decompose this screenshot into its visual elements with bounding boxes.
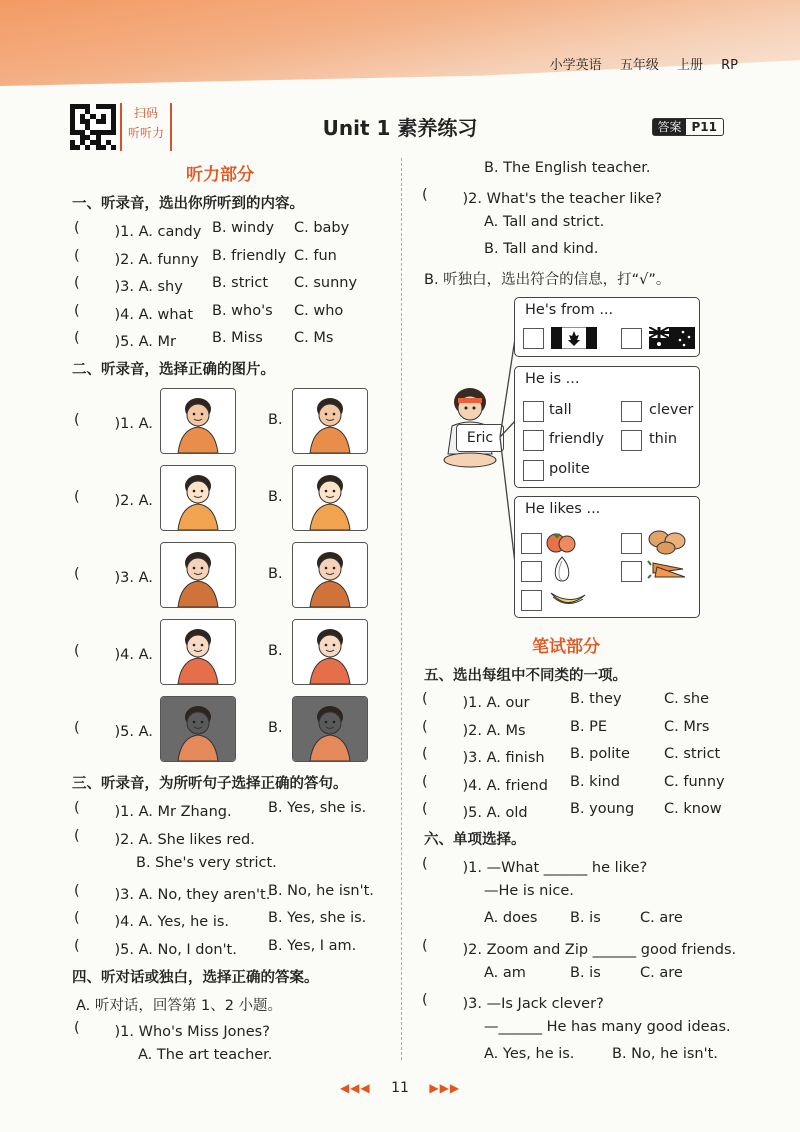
paren: ( bbox=[422, 992, 428, 1008]
s1-option-a[interactable]: )4. A. what bbox=[100, 306, 194, 323]
s2-option-b-label: B. bbox=[268, 566, 283, 582]
trait-polite: polite bbox=[549, 461, 590, 477]
s5-option-b[interactable]: B. they bbox=[570, 691, 622, 707]
grade: 五年级 bbox=[619, 58, 659, 73]
s5-option-a[interactable]: )2. A. Ms bbox=[448, 722, 526, 739]
canada-flag-icon bbox=[551, 327, 597, 349]
s2-option-a-label: )5. A. bbox=[100, 724, 153, 740]
checkbox-banana[interactable] bbox=[521, 590, 542, 611]
s5-option-a[interactable]: )1. A. our bbox=[448, 695, 530, 711]
checkbox-polite[interactable] bbox=[523, 460, 544, 481]
checkbox-tomato[interactable] bbox=[521, 533, 542, 554]
s2-picture-2-b[interactable] bbox=[292, 465, 368, 531]
answer-label: 答案 bbox=[653, 119, 685, 135]
s1-option-b[interactable]: B. windy bbox=[212, 220, 275, 236]
paren: ( bbox=[74, 489, 80, 505]
from-box bbox=[514, 297, 700, 357]
s2-option-a-label: )4. A. bbox=[100, 647, 153, 663]
paren: ( bbox=[74, 937, 80, 954]
is-label: He is ... bbox=[525, 371, 580, 387]
section1-heading: 一、听录音，选出你所听到的内容。 bbox=[72, 196, 304, 212]
s5-option-b[interactable]: B. young bbox=[570, 801, 635, 817]
s3-option-a[interactable]: )2. A. She likes red. bbox=[100, 831, 255, 848]
section4-partA: A. 听对话，回答第 1、2 小题。 bbox=[76, 998, 283, 1014]
checkbox-carrot[interactable] bbox=[621, 561, 642, 582]
carrot-icon bbox=[647, 555, 691, 583]
edition: RP bbox=[721, 58, 738, 73]
paren: ( bbox=[74, 643, 80, 659]
scan-label-line2: 听听力 bbox=[127, 126, 164, 140]
s1-option-a[interactable]: )2. A. funny bbox=[100, 251, 199, 268]
paren: ( bbox=[422, 187, 428, 203]
paren: ( bbox=[74, 720, 80, 736]
s3-option-a[interactable]: )4. A. Yes, he is. bbox=[100, 914, 230, 930]
s1-option-c[interactable]: C. fun bbox=[294, 247, 337, 264]
s6-q1-opt-b[interactable]: B. is bbox=[570, 910, 601, 926]
s4-q2-b[interactable]: B. Tall and kind. bbox=[484, 241, 599, 257]
s3-option-a[interactable]: )3. A. No, they aren't. bbox=[100, 886, 271, 903]
s1-option-a[interactable]: )3. A. shy bbox=[100, 279, 183, 295]
answer-badge bbox=[652, 118, 724, 136]
listening-title: 听力部分 bbox=[186, 165, 254, 185]
next-arrows-icon[interactable]: ▶▶▶ bbox=[429, 1081, 461, 1095]
s1-option-c[interactable]: C. sunny bbox=[294, 275, 358, 291]
eric-name-sign: Eric bbox=[456, 424, 504, 452]
s6-q3-reply: —______ He has many good ideas. bbox=[484, 1019, 731, 1035]
banana-icon bbox=[547, 585, 589, 611]
paren: ( bbox=[74, 247, 80, 264]
s6-q3-opt-a[interactable]: A. Yes, he is. bbox=[484, 1046, 575, 1062]
australia-flag-icon bbox=[649, 327, 695, 349]
s1-option-a[interactable]: )1. A. candy bbox=[100, 224, 202, 240]
s4-q2-a[interactable]: A. Tall and strict. bbox=[484, 214, 605, 230]
tomato-icon bbox=[545, 527, 577, 555]
header-band bbox=[0, 0, 800, 86]
s3-option-b[interactable]: B. Yes, she is. bbox=[268, 910, 367, 926]
s3-option-b[interactable]: B. Yes, I am. bbox=[268, 937, 357, 954]
s6-q1-opt-c[interactable]: C. are bbox=[640, 910, 683, 926]
page-footer bbox=[0, 1080, 800, 1096]
likes-box bbox=[514, 496, 700, 618]
trait-tall: tall bbox=[549, 402, 572, 418]
section4-partB: B. 听独白，选出符合的信息，打“√”。 bbox=[424, 272, 671, 288]
paren: ( bbox=[74, 827, 80, 844]
paren: ( bbox=[422, 773, 428, 790]
s2-picture-2-a[interactable] bbox=[160, 465, 236, 531]
from-label: He's from ... bbox=[525, 302, 614, 318]
volume: 上册 bbox=[676, 58, 703, 73]
book-info bbox=[536, 54, 738, 73]
paren: ( bbox=[422, 856, 428, 872]
s6-q2: )2. Zoom and Zip ______ good friends. bbox=[448, 942, 737, 958]
s2-picture-1-a[interactable] bbox=[160, 388, 236, 454]
s5-option-b[interactable]: B. kind bbox=[570, 773, 620, 790]
checkbox-australia[interactable] bbox=[621, 328, 642, 349]
page-number: 11 bbox=[391, 1080, 409, 1096]
s6-q2-opt-c[interactable]: C. are bbox=[640, 965, 683, 981]
s4-q2: )2. What's the teacher like? bbox=[448, 191, 662, 207]
paren: ( bbox=[74, 275, 80, 291]
s5-option-a[interactable]: )4. A. friend bbox=[448, 777, 548, 794]
section6-heading: 六、单项选择。 bbox=[424, 832, 526, 848]
s5-option-c[interactable]: C. funny bbox=[664, 773, 725, 790]
s5-option-a[interactable]: )3. A. finish bbox=[448, 750, 545, 766]
s5-option-b[interactable]: B. polite bbox=[570, 746, 630, 762]
s6-q2-opt-a[interactable]: A. am bbox=[484, 965, 526, 981]
paren: ( bbox=[74, 910, 80, 926]
checkbox-onion[interactable] bbox=[521, 561, 542, 582]
s1-option-c[interactable]: C. who bbox=[294, 302, 344, 319]
s2-picture-3-a[interactable] bbox=[160, 542, 236, 608]
trait-thin: thin bbox=[649, 431, 678, 447]
subject: 小学英语 bbox=[549, 58, 602, 73]
potato-icon bbox=[647, 527, 687, 555]
written-title: 笔试部分 bbox=[532, 637, 600, 657]
s6-q3-opt-b[interactable]: B. No, he isn't. bbox=[612, 1046, 718, 1062]
paren: ( bbox=[74, 412, 80, 428]
s2-option-b-label: B. bbox=[268, 643, 283, 659]
s3-option-a[interactable]: )1. A. Mr Zhang. bbox=[100, 804, 232, 820]
paren: ( bbox=[74, 302, 80, 319]
s6-q2-opt-b[interactable]: B. is bbox=[570, 965, 601, 981]
checkbox-canada[interactable] bbox=[523, 328, 544, 349]
s3-option-b[interactable]: B. No, he isn't. bbox=[268, 882, 374, 899]
s6-q1: )1. —What ______ he like? bbox=[448, 860, 648, 876]
s4-q1-a[interactable]: A. The art teacher. bbox=[138, 1047, 273, 1063]
checkbox-potato[interactable] bbox=[621, 533, 642, 554]
s2-option-a-label: )3. A. bbox=[100, 570, 153, 586]
paren: ( bbox=[74, 800, 80, 816]
s1-option-b[interactable]: B. who's bbox=[212, 302, 273, 319]
s2-option-b-label: B. bbox=[268, 489, 283, 505]
s5-option-c[interactable]: C. she bbox=[664, 691, 710, 707]
s2-option-b-label: B. bbox=[268, 720, 283, 736]
section4-heading: 四、听对话或独白，选择正确的答案。 bbox=[72, 970, 319, 986]
s6-q3: )3. —Is Jack clever? bbox=[448, 996, 604, 1012]
s5-option-c[interactable]: C. strict bbox=[664, 746, 721, 762]
s2-option-b-label: B. bbox=[268, 412, 283, 428]
s1-option-b[interactable]: B. strict bbox=[212, 275, 269, 291]
trait-clever: clever bbox=[649, 402, 694, 418]
s6-q1-reply: —He is nice. bbox=[484, 883, 574, 899]
checkbox-tall[interactable] bbox=[523, 401, 544, 422]
onion-icon bbox=[549, 555, 575, 583]
s3-option-a[interactable]: )5. A. No, I don't. bbox=[100, 941, 237, 958]
checkbox-thin[interactable] bbox=[621, 430, 642, 451]
checkbox-clever[interactable] bbox=[621, 401, 642, 422]
paren: ( bbox=[74, 220, 80, 236]
s1-option-c[interactable]: C. baby bbox=[294, 220, 350, 236]
paren: ( bbox=[74, 882, 80, 899]
checkbox-friendly[interactable] bbox=[523, 430, 544, 451]
section3-heading: 三、听录音，为所听句子选择正确的答句。 bbox=[72, 776, 348, 792]
s3-option-b[interactable]: B. Yes, she is. bbox=[268, 800, 367, 816]
page-title: Unit 1 素养练习 bbox=[322, 116, 478, 140]
answer-page: P11 bbox=[691, 120, 717, 134]
s2-picture-4-a[interactable] bbox=[160, 619, 236, 685]
s2-picture-4-b[interactable] bbox=[292, 619, 368, 685]
s5-option-b[interactable]: B. PE bbox=[570, 718, 608, 735]
s4-q1: )1. Who's Miss Jones? bbox=[100, 1024, 270, 1040]
s2-picture-1-b[interactable] bbox=[292, 388, 368, 454]
section2-heading: 二、听录音，选择正确的图片。 bbox=[72, 362, 275, 378]
likes-label: He likes ... bbox=[525, 501, 601, 517]
paren: ( bbox=[422, 938, 428, 954]
s2-option-a-label: )1. A. bbox=[100, 416, 153, 432]
s5-option-c[interactable]: C. know bbox=[664, 801, 722, 817]
trait-friendly: friendly bbox=[549, 431, 605, 447]
s2-picture-5-a[interactable] bbox=[160, 696, 236, 762]
paren: ( bbox=[422, 801, 428, 817]
s1-option-a[interactable]: )5. A. Mr bbox=[100, 334, 176, 350]
s5-option-c[interactable]: C. Mrs bbox=[664, 718, 710, 735]
is-box bbox=[514, 366, 700, 488]
s2-picture-5-b[interactable] bbox=[292, 696, 368, 762]
s2-picture-3-b[interactable] bbox=[292, 542, 368, 608]
scan-label-line1: 扫码 bbox=[133, 106, 158, 120]
column-divider bbox=[401, 158, 402, 1060]
s3-option-a[interactable]: B. She's very strict. bbox=[136, 855, 277, 871]
section5-heading: 五、选出每组中不同类的一项。 bbox=[424, 668, 627, 684]
s4-q1-b[interactable]: B. The English teacher. bbox=[484, 160, 651, 176]
prev-arrows-icon[interactable]: ◀◀◀ bbox=[339, 1081, 371, 1095]
paren: ( bbox=[74, 1020, 80, 1036]
paren: ( bbox=[422, 691, 428, 707]
paren: ( bbox=[74, 566, 80, 582]
paren: ( bbox=[74, 330, 80, 346]
s5-option-a[interactable]: )5. A. old bbox=[448, 805, 528, 821]
s2-option-a-label: )2. A. bbox=[100, 493, 153, 509]
s6-q1-opt-a[interactable]: A. does bbox=[484, 910, 538, 926]
s1-option-b[interactable]: B. Miss bbox=[212, 330, 263, 346]
paren: ( bbox=[422, 746, 428, 762]
s1-option-b[interactable]: B. friendly bbox=[212, 247, 287, 264]
s1-option-c[interactable]: C. Ms bbox=[294, 330, 334, 346]
paren: ( bbox=[422, 718, 428, 735]
